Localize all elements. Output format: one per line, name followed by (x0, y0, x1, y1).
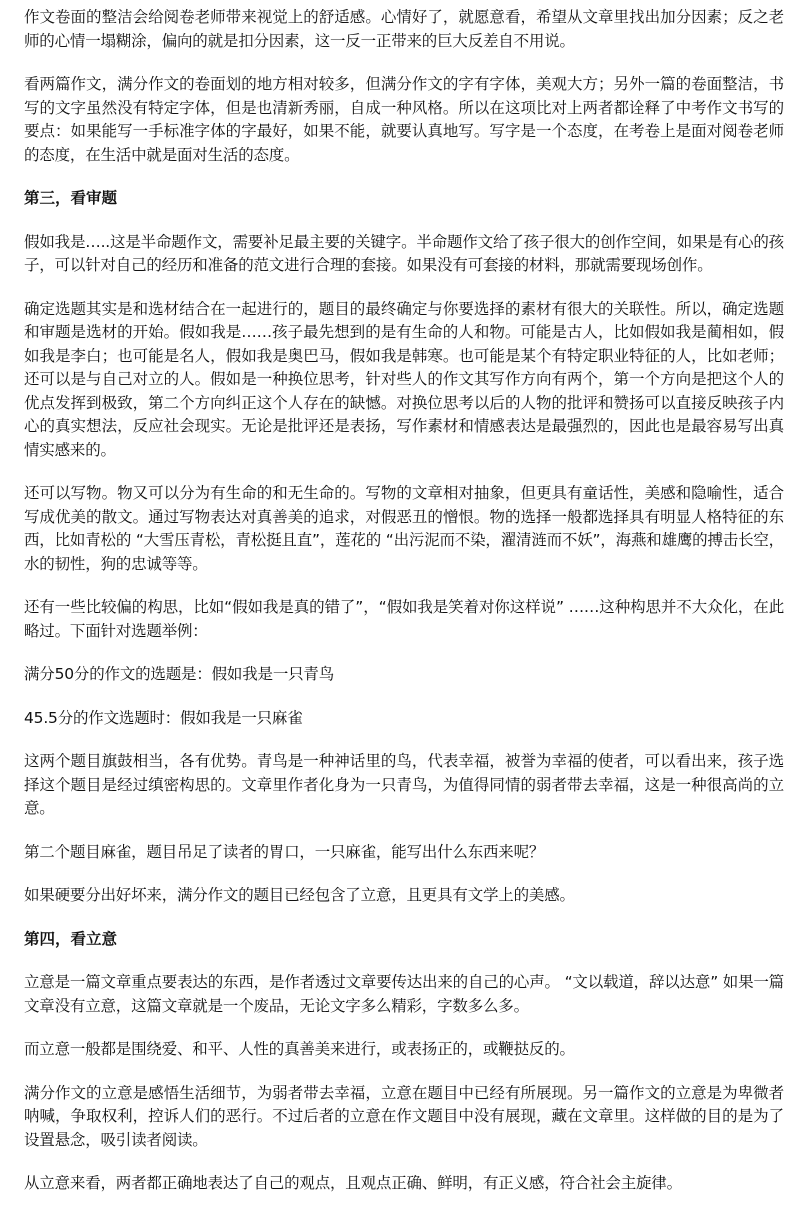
para-title-verdict: 如果硬要分出好坏来，满分作文的题目已经包含了立意，且更具有文学上的美感。 (24, 886, 575, 904)
para-theme-scope: 而立意一般都是围绕爱、和平、人性的真善美来进行，或表扬正的，或鞭挞反的。 (24, 1040, 575, 1058)
document-page (24, 6, 784, 1216)
para-theme-conclusion: 从立意来看，两者都正确地表达了自己的观点，且观点正确、鲜明，有正义感，符合社会主旋律。 (24, 1174, 682, 1192)
para-theme-definition: 立意是一篇文章重点要表达的东西，是作者透过文章要传达出来的自己的心声。 “文以载道，辞以达意” 如果一篇文章没有立意，这篇文章就是一个废品，无论文字多么精彩，字数多么多。 (24, 973, 784, 1015)
heading-section-four: 第四，看立意 (24, 929, 118, 948)
para-half-title: 假如我是…..这是半命题作文，需要补足最主要的关键字。半命题作文给了孩子很大的创作空间，如果是有心的孩子，可以针对自己的经历和准备的范文进行合理的套接。如果没有可套接的材料，那就需要现场创作。 (24, 232, 784, 274)
para-topic-selection: 确定选题其实是和选材结合在一起进行的，题目的最终确定与你要选择的素材有很大的关联性。所以，确定选题和审题是选材的开始。假如我是……孩子最先想到的是有生命的人和物。可能是古人，比如假如我是蔺相如，假如我是李白；也可能是名人，假如我是奥巴马，假如我是韩寒。也可能是某个有特定职业特征的人，比如老师；还可以是与自己对立的人。假如是一种换位思考，针对些人的作文其写作方向有两个，第一个方向是把这个人的优点发挥到极致，第二个方向纠正这个人存在的缺憾。对换位思考以后的人物的批评和赞扬可以直接反映孩子内心的真实想法，反应社会现实。无论是批评还是表扬，写作素材和情感表达是最强烈的，因此也是最容易写出真情实感来的。 (24, 299, 784, 459)
para-theme-compare: 满分作文的立意是感悟生活细节，为弱者带去幸福，立意在题目中已经有所展现。另一篇作文的立意是为卑微者呐喊，争取权利，控诉人们的恶行。不过后者的立意在作文题目中没有展现，藏在文章里。这样做的目的是为了设置悬念，吸引读者阅读。 (24, 1083, 784, 1149)
para-writing-objects: 还可以写物。物又可以分为有生命的和无生命的。写物的文章相对抽象，但更具有童话性，美感和隐喻性，适合写成优美的散文。通过写物表达对真善美的追求，对假恶丑的憎恨。物的选择一般都选择具有明显人格特征的东西，比如青松的 “大雪压青松，青松挺且直”，莲花的 “出污泥而不染，濯清涟而不妖”，海燕和雄鹰的搏击长空，水的韧性，狗的忠诚等等。 (24, 484, 784, 573)
para-handwriting-compare: 看两篇作文，满分作文的卷面划的地方相对较多，但满分作文的字有字体，美观大方；另外一篇的卷面整洁，书写的文字虽然没有特定字体，但是也清新秀丽，自成一种风格。所以在这项比对上两者都诠释了中考作文书写的要点：如果能写一手标准字体的字最好，如果不能，就要认真地写。写字是一个态度，在考卷上是面对阅卷老师的态度，在生活中就是面对生活的态度。 (24, 75, 784, 164)
para-reading-impression: 作文卷面的整洁会给阅卷老师带来视觉上的舒适感。心情好了，就愿意看，希望从文章里找出加分因素；反之老师的心情一塌糊涂，偏向的就是扣分因素，这一反一正带来的巨大反差自不用说。 (24, 8, 784, 50)
para-biased-ideas: 还有一些比较偏的构思，比如“假如我是真的错了”，“假如我是笑着对你这样说” ……这种构思并不大众化，在此略过。下面针对选题举例： (24, 598, 784, 640)
para-example-455: 45.5分的作文选题时：假如我是一只麻雀 (24, 708, 303, 727)
para-sparrow-title: 第二个题目麻雀，题目吊足了读者的胃口，一只麻雀，能写出什么东西来呢？ (24, 842, 545, 861)
para-title-analysis: 这两个题目旗鼓相当，各有优势。青鸟是一种神话里的鸟，代表幸福，被誉为幸福的使者，可以看出来，孩子选择这个题目是经过缜密构思的。文章里作者化身为一只青鸟，为值得同情的弱者带去幸福，这是一种很高尚的立意。 (24, 752, 784, 817)
heading-section-three: 第三，看审题 (24, 189, 118, 207)
para-example-full-score: 满分50分的作文的选题是：假如我是一只青鸟 (24, 665, 335, 683)
